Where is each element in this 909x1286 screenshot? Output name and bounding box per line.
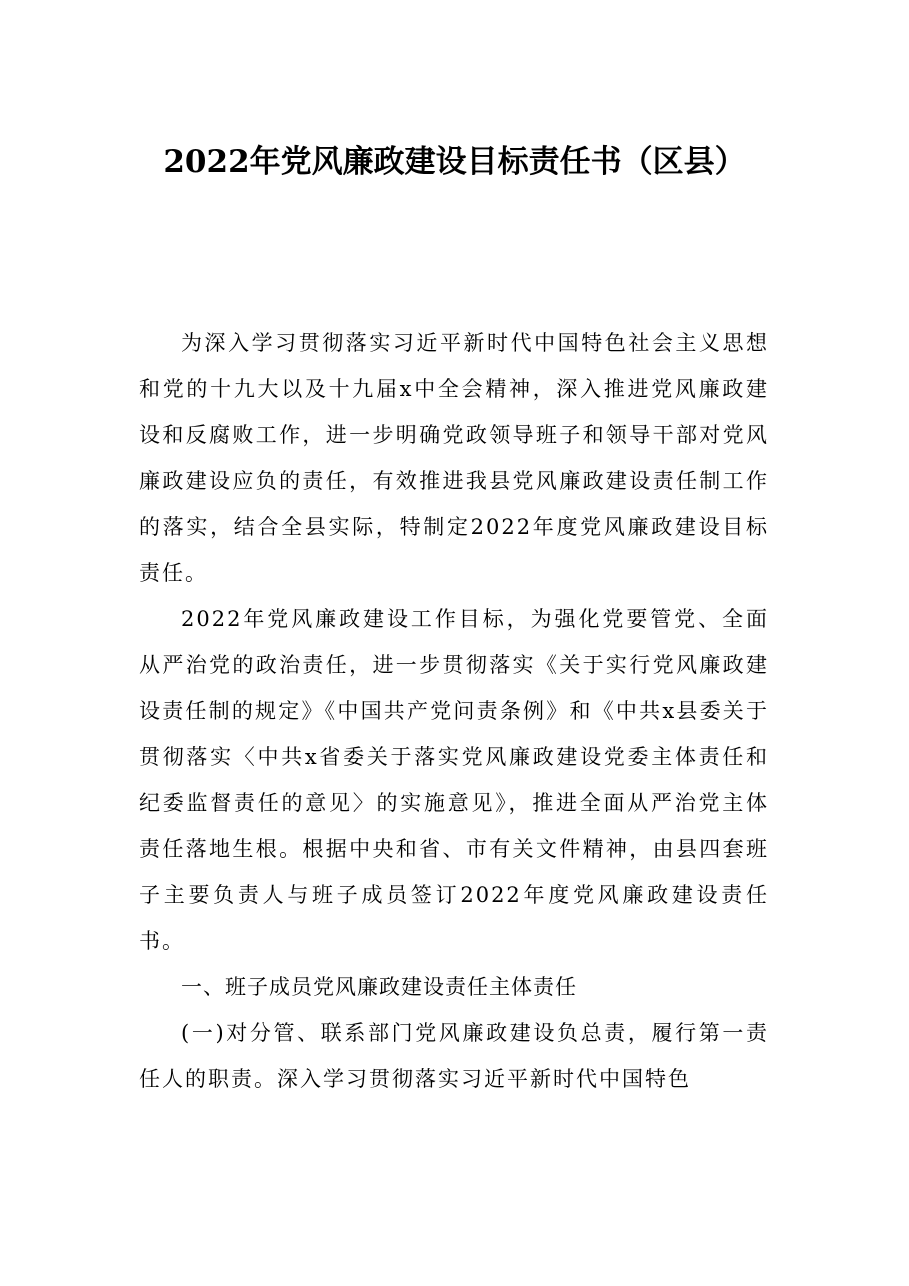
section-heading-1: 一、班子成员党风廉政建设责任主体责任 (181, 975, 577, 999)
document-title: 2022年党风廉政建设目标责任书（区县） (163, 144, 746, 180)
paragraph-goals: 2022年党风廉政建设工作目标，为强化党要管党、全面从严治党的政治责任，进一步贯彻落实《关于实行党风廉政建设责任制的规定》《中国共产党问责条例》和《中共x县委关于贯彻落实〈中共x省委关于落实党风廉政建设党委主体责任和纪委监督责任的意见〉的实施意见》，推进全面从严治党主体责任落地生根。根据中央和省、市有关文件精神，由县四套班子主要负责人与班子成员签订2022年度党风廉政建设责任书。 (139, 607, 769, 953)
document-body (139, 320, 769, 1102)
paragraph-item-1: (一)对分管、联系部门党风廉政建设负总责，履行第一责任人的职责。深入学习贯彻落实习近平新时代中国特色 (139, 1021, 769, 1091)
paragraph-intro: 为深入学习贯彻落实习近平新时代中国特色社会主义思想和党的十九大以及十九届x中全会精神，深入推进党风廉政建设和反腐败工作，进一步明确党政领导班子和领导干部对党风廉政建设应负的责任，有效推进我县党风廉政建设责任制工作的落实，结合全县实际，特制定2022年度党风廉政建设目标责任。 (139, 331, 769, 585)
